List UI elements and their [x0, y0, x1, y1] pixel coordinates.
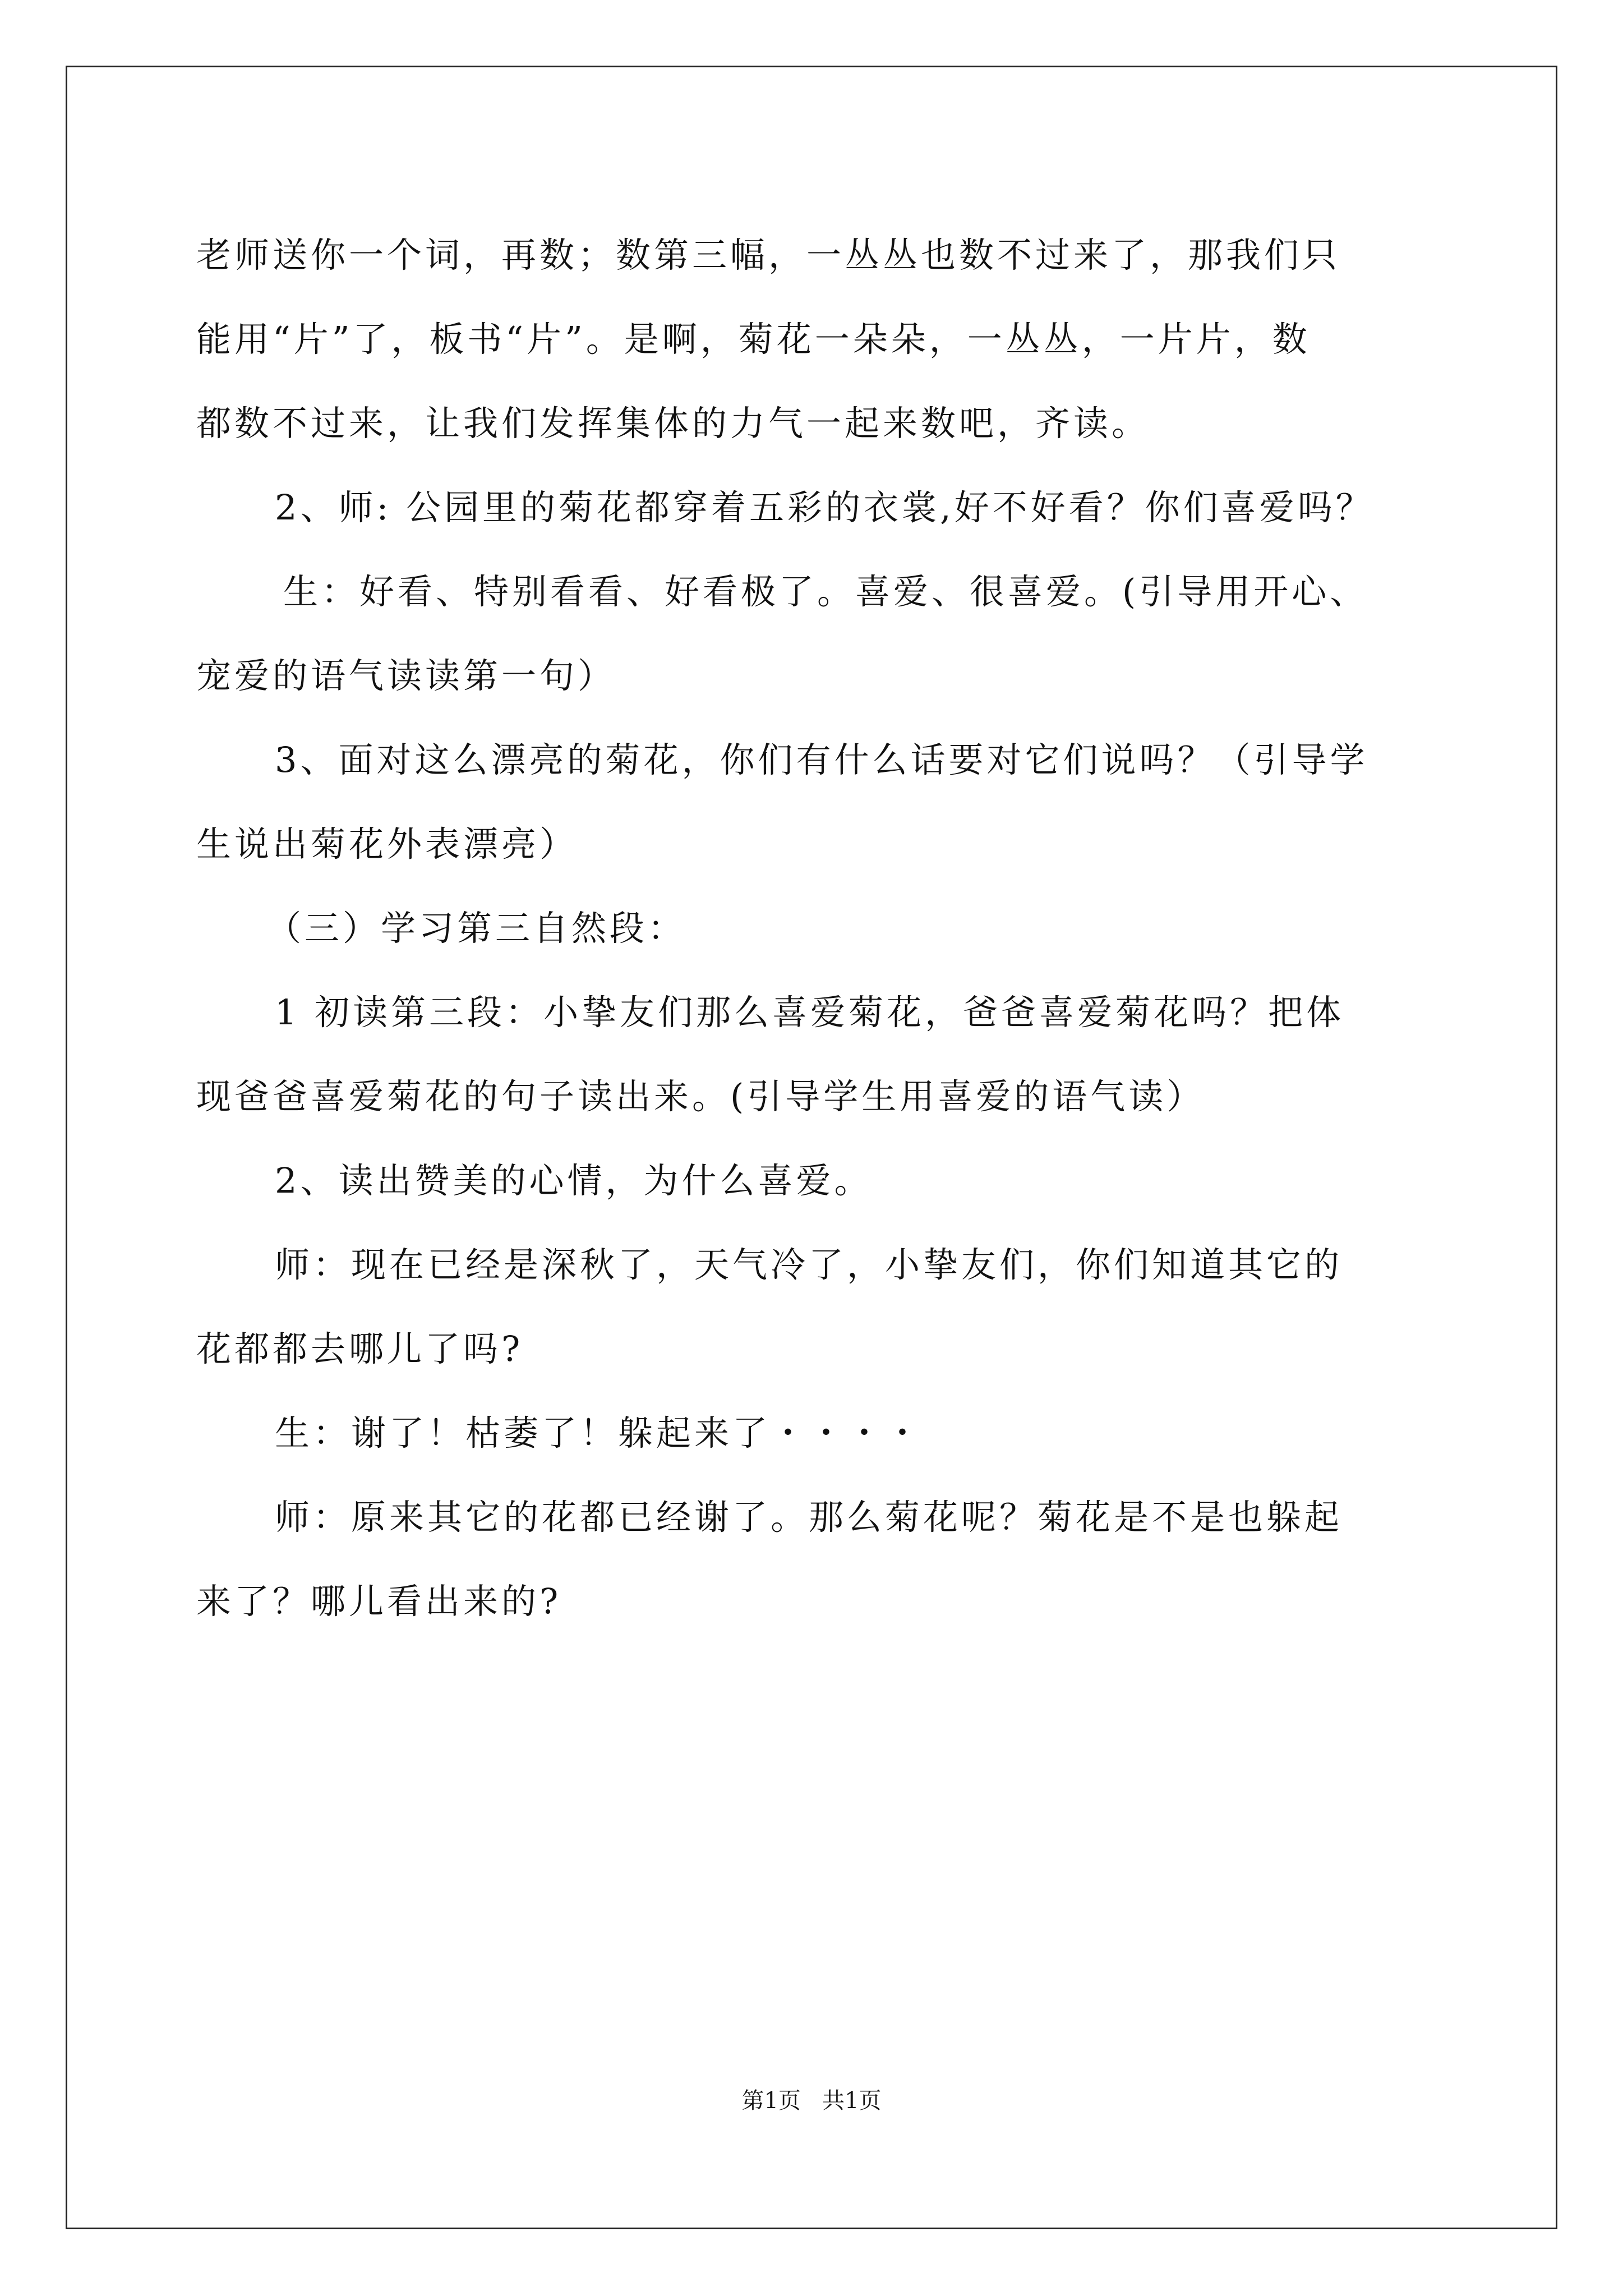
- paragraph-line: 2、读出赞美的心情，为什么喜爱。: [275, 1160, 873, 1201]
- page-number: 第1页 共1页: [741, 2088, 882, 2114]
- paragraph-line: 1 初读第三段：小挚友们那么喜爱菊花，爸爸喜爱菊花吗？把体: [275, 992, 1345, 1033]
- text-line: 宠爱的语气读读第一句）: [196, 655, 616, 696]
- paragraph-line: 师：现在已经是深秋了，天气冷了，小挚友们，你们知道其它的: [275, 1244, 1343, 1285]
- text-line: 都数不过来，让我们发挥集体的力气一起来数吧，齐读。: [196, 403, 1150, 444]
- paragraph-line: 2、师: 公园里的菊花都穿着五彩的衣裳,好不好看？你们喜爱吗？: [275, 487, 1374, 528]
- text-line: 能用“片”了，板书“片”。是啊，菊花一朵朵，一丛丛，一片片，数: [196, 319, 1311, 360]
- paragraph-line: 生：谢了！枯萎了！躲起来了・・・・: [275, 1412, 924, 1453]
- text-line: 来了？哪儿看出来的?: [196, 1581, 562, 1622]
- paragraph-line: 师：原来其它的花都已经谢了。那么菊花呢？菊花是不是也躲起: [275, 1497, 1343, 1538]
- section-heading: （三）学习第三自然段：: [266, 908, 686, 949]
- paragraph-line: 生：好看、特别看看、好看极了。喜爱、很喜爱。(引导用开心、: [283, 571, 1368, 612]
- text-line: 生说出菊花外表漂亮）: [196, 823, 578, 864]
- text-line: 老师送你一个词，再数；数第三幅，一丛丛也数不过来了，那我们只: [196, 234, 1341, 275]
- text-line: 花都都去哪儿了吗?: [196, 1328, 524, 1369]
- text-line: 现爸爸喜爱菊花的句子读出来。(引导学生用喜爱的语气读）: [196, 1076, 1205, 1117]
- document-body: [196, 213, 1453, 1644]
- paragraph-line: 3、面对这么漂亮的菊花，你们有什么话要对它们说吗？（引导学: [275, 739, 1368, 780]
